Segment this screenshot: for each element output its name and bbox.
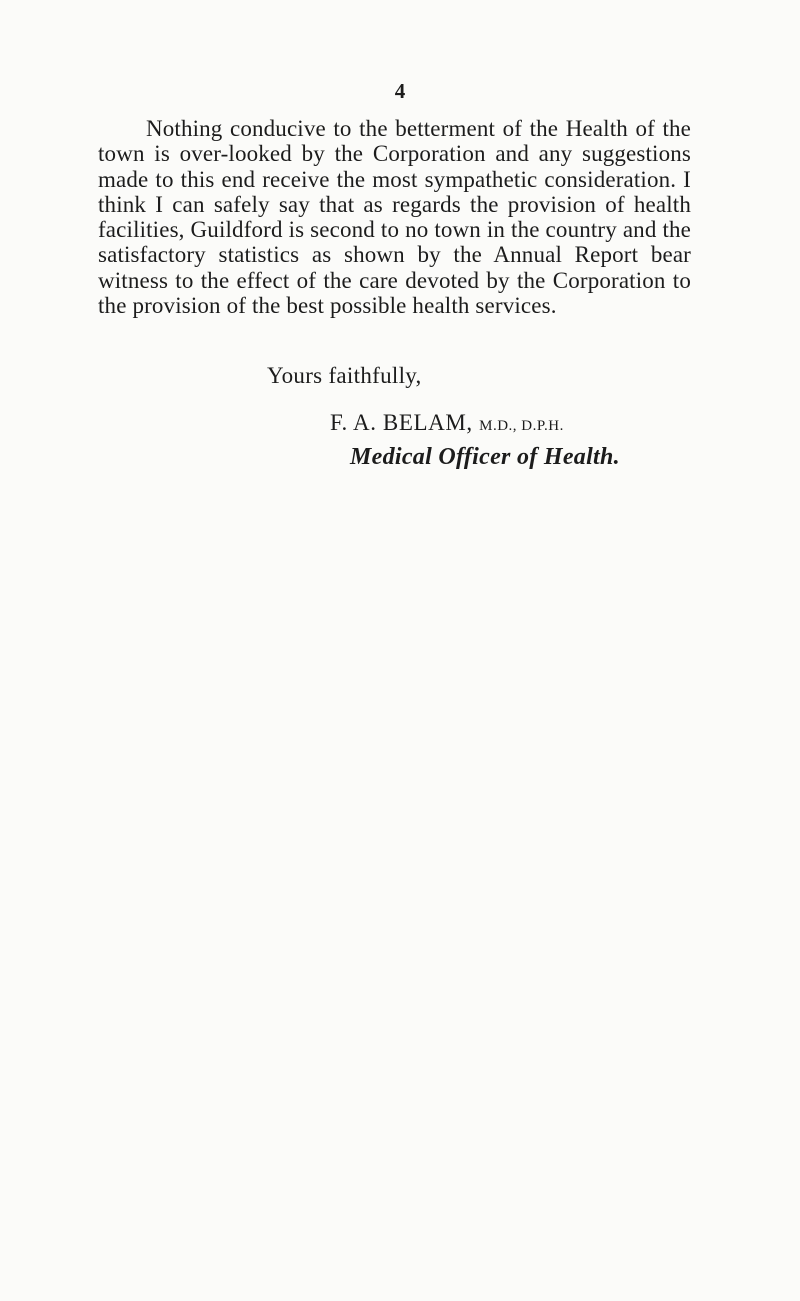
signatory-credentials: M.D., D.P.H. — [479, 418, 564, 434]
closing-salutation: Yours faithfully, — [267, 363, 422, 388]
page-number: 4 — [394, 79, 406, 103]
signatory-title: Medical Officer of Health. — [350, 444, 620, 470]
signatory-line — [330, 410, 564, 439]
signatory-name: F. A. BELAM, — [330, 410, 473, 435]
body-paragraph: Nothing conducive to the betterment of the Health of the town is over-looked by the Corporation and any suggestions made to this end receive the most sympathetic consideration. I think I can safely say that as regards the provision of health facilities, Guildford is second to no town in the country and the satisfactory statistics as shown by the Annual Report bear witness to the effect of the care devoted by the Corporation to the provision of the best possible health services. — [98, 116, 691, 319]
